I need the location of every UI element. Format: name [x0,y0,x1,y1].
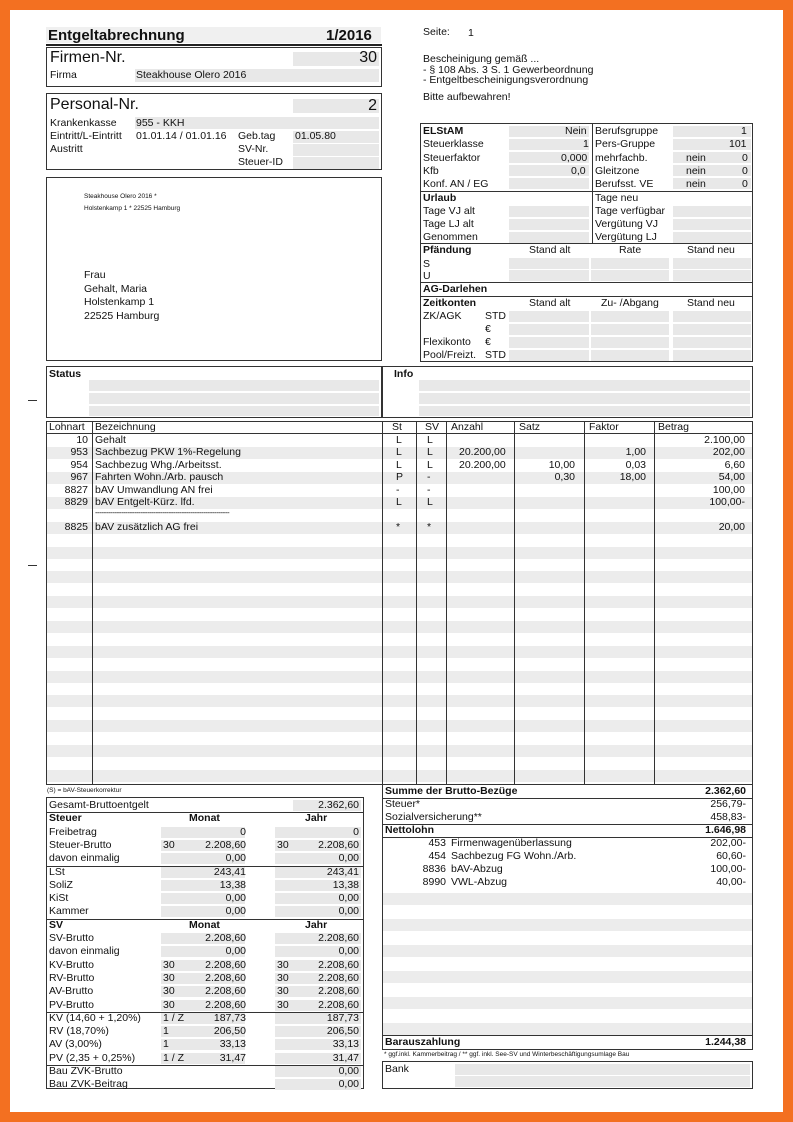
beitrag-monat: 31,47 [219,1051,246,1064]
elstam-value: Nein [565,125,587,137]
sv-row-code2: 30 [277,985,289,998]
kk-label: Krankenkasse [50,117,117,129]
firm-box [46,47,382,87]
st-cell: L [396,496,402,508]
kfb-label: Kfb [423,165,439,177]
sv-row-jahr: 2.208,60 [318,958,359,971]
bav-footnote: (S) = bAV-Steuerkorrektur [47,787,122,794]
abzug-nr: 454 [428,850,446,862]
steuer-row-monat: 0,00 [225,852,246,865]
pool-label: Pool/Freizt. [423,349,477,361]
eintritt-value: 01.01.14 / 01.01.16 [136,130,227,142]
address-line: Holstenkamp 1 [84,296,155,308]
sv-row-monat: 2.208,60 [205,998,246,1011]
sv-value: 458,83- [710,811,746,823]
mehrfach-value: nein [686,152,706,164]
beitrag-jahr: 187,73 [326,1011,359,1024]
st-cell: L [396,458,402,471]
column-header: Satz [519,421,541,433]
anzahl-cell: 20.200,00 [459,446,506,459]
jahr-header: Jahr [305,812,328,825]
sv-row-jahr: 0,00 [338,945,359,958]
beitrag-jahr: 31,47 [332,1051,359,1064]
eintritt-label: Eintritt/L-Eintritt [50,130,122,142]
satz-cell: 10,00 [548,458,575,471]
table-stripe [383,945,752,957]
persgruppe-value: 101 [729,138,747,150]
sv-row-code2: 30 [277,998,289,1011]
steuerfaktor-value: 0,000 [561,152,588,164]
sv-row-jahr: 2.208,60 [318,932,359,944]
anzahl-cell: 20.200,00 [459,458,506,471]
gebtag-value: 01.05.80 [295,130,336,142]
lohnart-cell: 8825 [64,520,88,533]
steuerfaktor-label: Steuerfaktor [423,152,481,164]
table-stripe [47,745,752,757]
steuerklasse-label: Steuerklasse [423,138,484,150]
pfaendung-col: Rate [619,244,642,256]
sv-row-code2: 30 [277,971,289,984]
steuer-row-jahr: 0,00 [338,892,359,905]
urlaub-vj: Tage VJ alt [423,205,475,217]
bezeichnung-cell: -------------------------------------------------------------- [95,508,230,518]
value-cell [275,827,361,838]
beitrag-code: 1 / Z [163,1051,185,1064]
table-stripe [47,596,752,608]
steuer-row-label: Steuer-Brutto [49,838,112,851]
bank-label: Bank [385,1063,409,1075]
sv-row-code: 30 [163,985,175,998]
flexi-euro: € [485,336,491,348]
table-stripe [47,770,752,782]
bau-label: Bau ZVK-Brutto [49,1065,123,1077]
beitrag-code: 1 [163,1038,169,1051]
elstam-title: ELStAM [423,125,464,137]
divider [383,798,752,799]
table-stripe [47,695,752,707]
flexi-label: Flexikonto [423,336,471,348]
steuer-row-jahr: 13,38 [332,878,359,891]
st-cell: P [396,471,404,484]
urlaub-vlj: Vergütung LJ [595,231,657,243]
steuer-row-jahr: 0 [353,825,359,838]
table-stripe [47,646,752,658]
zk-label: ZK/AGK [423,310,462,322]
bezeichnung-cell: bAV Entgelt-Kürz. lfd. [95,496,195,508]
zeitkonten-title: Zeitkonten [423,297,477,309]
seite-label: Seite: [423,26,450,38]
bezeichnung-cell: Gehalt [95,434,126,446]
sender-line: Steakhouse Olero 2016 * [84,193,157,200]
notice-line: - § 108 Abs. 3 S. 1 Gewerbeordnung [423,64,594,76]
urlaub-vvj: Vergütung VJ [595,218,659,230]
firm-label: Firmen-Nr. [50,49,126,66]
notice-line: - Entgeltbescheinigungsverordnung [423,74,589,86]
table-stripe [47,571,752,583]
berufsgruppe-value: 1 [741,125,747,137]
pool-unit: STD [485,349,506,361]
mehrfach-count: 0 [742,152,748,164]
abzug-value: 100,00- [710,863,746,875]
beitrag-monat: 187,73 [213,1011,246,1024]
austritt-label: Austritt [50,143,83,155]
betrag-cell: 2.100,00 [704,434,745,446]
sv-row-label: AV-Brutto [49,985,94,998]
column-header: Bezeichnung [95,421,156,433]
title-underline [46,44,382,46]
beitrag-jahr: 33,13 [332,1038,359,1051]
steuer-row-monat: 0,00 [225,905,246,918]
kk-value: 955 - KKH [136,117,185,129]
sv-row-monat: 2.208,60 [205,958,246,971]
steuer-row-label: Freibetrag [49,825,97,838]
sv-row-label: RV-Brutto [49,971,95,984]
pfaendung-title: Pfändung [423,244,472,256]
steuer-row-code: 30 [163,838,175,851]
steuer-row-label: KiSt [49,892,69,905]
table-stripe [47,547,752,559]
sender-line: Holstenkamp 1 * 22525 Hamburg [84,205,181,212]
pfaendung-col: Stand alt [529,244,571,256]
column-header: Betrag [658,421,689,433]
column-header: St [392,421,402,433]
beitrag-label: AV (3,00%) [49,1038,102,1051]
bezeichnung-cell: Sachbezug PKW 1%-Regelung [95,446,241,459]
steuer-row-jahr: 2.208,60 [318,838,359,851]
steuer-header: Steuer [49,812,82,825]
table-stripe [383,1023,752,1035]
kfb-value: 0,0 [571,165,586,177]
faktor-cell: 18,00 [619,471,646,484]
urlaub-gen: Genommen [423,231,478,243]
berufsgruppe-label: Berufsgruppe [595,125,659,137]
steuerid-label: Steuer-ID [238,156,283,168]
notice-line: Bitte aufbewahren! [423,91,511,103]
st-cell: * [396,520,401,533]
page-title: Entgeltabrechnung [48,27,185,44]
gleitzone-value: nein [686,165,706,177]
steuer-row-code2: 30 [277,838,289,851]
lohnart-cell: 967 [70,471,88,484]
steuer-row-monat: 13,38 [219,878,246,891]
lohn-table [46,421,753,785]
bau-value: 0,00 [338,1065,359,1077]
column-header: SV [425,421,440,433]
bau-value: 0,00 [338,1078,359,1091]
sv-row-code: 30 [163,971,175,984]
zeitkonten-col: Stand neu [687,297,735,309]
barauszahlung-value: 1.244,38 [705,1036,746,1048]
beitrag-label: KV (14,60 + 1,20%) [49,1011,141,1024]
berufsst-value: nein [686,178,706,190]
steuer-row-label: Kammer [49,905,89,918]
summe-value: 2.362,60 [705,785,746,797]
darlehen-title: AG-Darlehen [423,283,488,295]
abzug-text: Firmenwagenüberlassung [451,837,572,849]
sv-row-jahr: 2.208,60 [318,971,359,984]
sv-row-monat: 2.208,60 [205,971,246,984]
beitrag-code: 1 [163,1025,169,1038]
abzug-text: VWL-Abzug [451,876,508,888]
bank-box [382,1061,753,1089]
address-line: 22525 Hamburg [84,310,160,322]
st-cell: L [396,434,402,446]
firm-number: 30 [359,49,377,66]
betrag-cell: 100,00 [712,483,745,496]
beitrag-monat: 206,50 [213,1025,246,1038]
personal-number: 2 [368,97,377,114]
steuerklasse-value: 1 [583,138,589,150]
abzug-value: 202,00- [710,837,746,849]
st-cell: L [396,446,402,459]
gleitzone-label: Gleitzone [595,165,640,177]
betrag-cell: 100,00- [709,496,745,508]
beitrag-jahr: 206,50 [326,1025,359,1038]
sv-row-label: KV-Brutto [49,958,94,971]
beitrag-label: PV (2,35 + 0,25%) [49,1051,136,1064]
sv-row-monat: 2.208,60 [205,932,246,944]
right-summary [382,784,753,1050]
table-stripe [383,893,752,905]
address-line: Frau [84,269,106,281]
abzug-value: 60,60- [716,850,746,862]
steuer-row-monat: 0,00 [225,892,246,905]
urlaub-neu: Tage neu [595,192,639,204]
bezeichnung-cell: bAV Umwandlung AN frei [95,483,213,496]
monat-header: Monat [189,918,220,931]
sv-cell: - [427,483,431,496]
pfaendung-u: U [423,270,431,282]
berufsst-label: Berufsst. VE [595,178,654,190]
gesamt-label: Gesamt-Bruttoentgelt [49,799,149,811]
abzug-text: bAV-Abzug [451,863,503,875]
urlaub-lj: Tage LJ alt [423,218,474,230]
beitrag-label: RV (18,70%) [49,1025,109,1038]
sv-cell: L [427,458,433,471]
right-footnote: * ggf.inkl. Kammerbeitrag / ** ggf. inkl. See-SV und Winterbeschäftigungsumlage Bau [384,1051,630,1058]
steuer-row-monat: 2.208,60 [205,838,246,851]
pfaendung-s: S [423,258,431,270]
sv-row-label: davon einmalig [49,945,120,958]
elstam-box [420,123,753,362]
divider [383,824,752,825]
bezeichnung-cell: bAV zusätzlich AG frei [95,520,199,533]
st-cell: - [396,483,400,496]
sv-row-code: 30 [163,958,175,971]
gleitzone-count: 0 [742,165,748,177]
beitrag-monat: 33,13 [219,1038,246,1051]
sv-row-monat: 2.208,60 [205,985,246,998]
abzug-nr: 453 [428,837,446,849]
sv-header: SV [49,918,64,931]
steuer-row-jahr: 0,00 [338,852,359,865]
steuer-row-monat: 243,41 [213,865,246,878]
zeitkonten-col: Zu- /Abgang [601,297,659,309]
svnr-label: SV-Nr. [238,143,269,155]
monat-header: Monat [189,812,220,825]
sv-row-label: PV-Brutto [49,998,94,1011]
steuer-row-jahr: 243,41 [326,865,359,878]
fold-mark [28,400,37,401]
person-box [46,93,382,170]
sv-row-jahr: 2.208,60 [318,985,359,998]
gebtag-label: Geb.tag [238,130,276,142]
seite-value: 1 [468,27,474,39]
steuer-row-label: LSt [49,865,65,878]
konf-label: Konf. AN / EG [423,178,489,190]
satz-cell: 0,30 [554,471,575,484]
column-header: Lohnart [49,421,85,433]
sv-row-label: SV-Brutto [49,932,94,944]
sv-row-monat: 0,00 [225,945,246,958]
firma-label: Firma [50,69,77,81]
betrag-cell: 202,00 [712,446,745,459]
sv-cell: L [427,434,433,446]
netto-label: Nettolohn [385,824,434,836]
steuer-row-jahr: 0,00 [338,905,359,918]
abzug-nr: 8990 [422,876,446,888]
lohnart-cell: 953 [70,446,88,459]
berufsst-count: 0 [742,178,748,190]
info-box [382,366,753,418]
status-box [46,366,382,418]
abzug-text: Sachbezug FG Wohn./Arb. [451,850,577,862]
personal-label: Personal-Nr. [50,96,139,113]
value-cell [161,827,245,838]
lohnart-cell: 954 [70,458,88,471]
bezeichnung-cell: Sachbezug Whg./Arbeitsst. [95,458,222,471]
table-stripe [47,671,752,683]
betrag-cell: 6,60 [724,458,745,471]
sv-cell: L [427,496,433,508]
info-label: Info [394,368,414,380]
jahr-header: Jahr [305,918,328,931]
abzug-nr: 8836 [422,863,446,875]
period: 1/2016 [326,27,372,44]
faktor-cell: 0,03 [625,458,646,471]
fold-mark [28,565,37,566]
steuer-row-monat: 0 [240,825,246,838]
steuer-row-label: SoliZ [49,878,73,891]
status-label: Status [49,368,82,380]
pfaendung-col: Stand neu [687,244,735,256]
table-stripe [383,997,752,1009]
sv-row-code2: 30 [277,958,289,971]
firma-value: Steakhouse Olero 2016 [136,69,247,81]
table-stripe [47,621,752,633]
betrag-cell: 54,00 [718,471,745,484]
left-summary [46,797,364,1089]
notice-line: Bescheinigung gemäß ... [423,53,540,65]
barauszahlung-label: Barauszahlung [385,1036,461,1048]
zk-unit: STD [485,310,506,322]
table-stripe [383,919,752,931]
address-box [46,177,382,361]
column-header: Faktor [589,421,619,433]
gesamt-value: 2.362,60 [318,799,359,811]
sv-row-code: 30 [163,998,175,1011]
zeitkonten-col: Stand alt [529,297,571,309]
bau-label: Bau ZVK-Beitrag [49,1078,128,1091]
sv-label: Sozialversicherung** [385,811,482,823]
lohnart-cell: 8827 [64,483,88,496]
sv-cell: L [427,446,433,459]
netto-value: 1.646,98 [705,824,746,836]
steuer-label: Steuer* [385,798,421,810]
beitrag-code: 1 / Z [163,1011,185,1024]
urlaub-title: Urlaub [423,192,457,204]
summe-label: Summe der Brutto-Bezüge [385,785,518,797]
column-header: Anzahl [451,421,484,433]
sv-cell: * [427,520,432,533]
lohnart-cell: 10 [76,434,88,446]
sv-row-jahr: 2.208,60 [318,998,359,1011]
sv-cell: - [427,471,431,484]
urlaub-verf: Tage verfügbar [595,205,666,217]
lohnart-cell: 8829 [64,496,88,508]
betrag-cell: 20,00 [718,520,745,533]
table-stripe [47,720,752,732]
zk-euro: € [485,323,491,335]
steuer-row-label: davon einmalig [49,852,120,865]
persgruppe-label: Pers-Gruppe [595,138,656,150]
faktor-cell: 1,00 [625,446,646,459]
bezeichnung-cell: Fahrten Wohn./Arb. pausch [95,471,224,484]
mehrfach-label: mehrfachb. [595,152,648,164]
abzug-value: 40,00- [716,876,746,888]
address-line: Gehalt, Maria [84,283,148,295]
table-stripe [383,971,752,983]
steuer-value: 256,79- [710,798,746,810]
